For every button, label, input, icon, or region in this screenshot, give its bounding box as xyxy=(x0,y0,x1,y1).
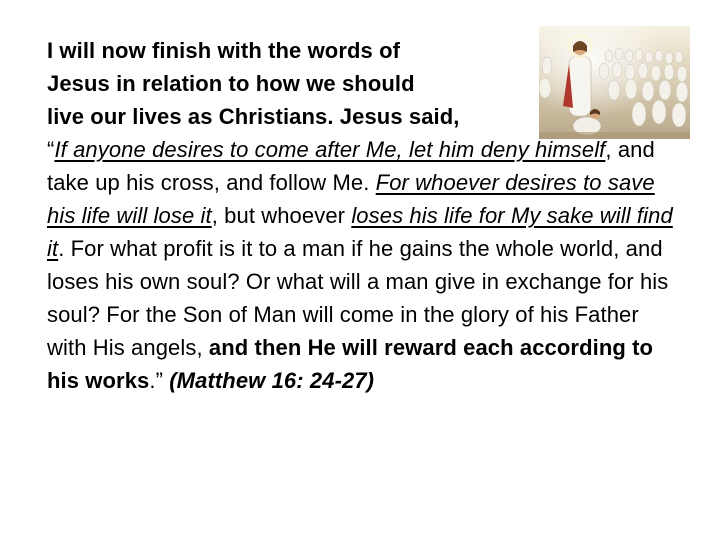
quote-reward: and then He will reward each according to his works xyxy=(47,335,654,393)
quote-open-mark: “ xyxy=(47,137,55,162)
intro-line-2: Jesus in relation to how we should xyxy=(47,71,415,96)
quote-profit: . For what profit is it to a man if he gains the whole world, and loses his own soul? Or what will a man give in exchange for his soul? For the Son of Man will come in the glory of his Father with His angels, xyxy=(47,236,669,360)
quote-take-up-cross: , and take up his cross, and follow Me. xyxy=(47,137,655,195)
quote-close-mark: .” xyxy=(149,368,170,393)
intro-line-1: I will now finish with the words of xyxy=(47,38,401,63)
scripture-quote xyxy=(47,137,673,393)
scripture-reference: (Matthew 16: 24-27) xyxy=(169,368,375,393)
quote-but-whoever: , but whoever xyxy=(211,203,352,228)
intro-line-3: live our lives as Christians. Jesus said, xyxy=(47,104,460,129)
quote-lose-life: loses his life for My sake will find it xyxy=(47,203,673,261)
slide-body-text xyxy=(47,34,677,397)
quote-save-life: For whoever desires to save his life will lose it xyxy=(47,170,655,228)
quote-deny-himself: If anyone desires to come after Me, let him deny himself xyxy=(54,137,606,162)
